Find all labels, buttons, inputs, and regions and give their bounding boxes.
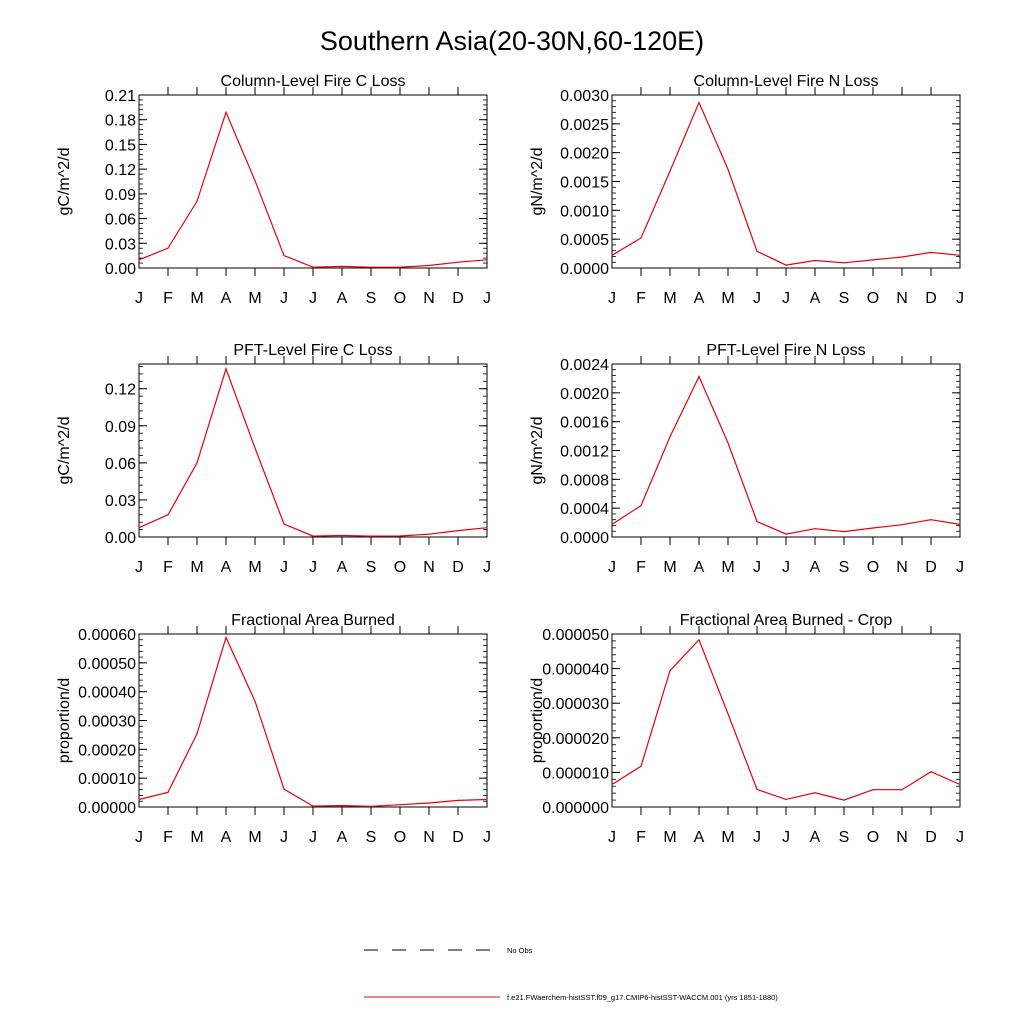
data-point	[611, 255, 612, 256]
data-point	[428, 534, 429, 535]
chart-panel	[529, 342, 964, 576]
x-tick-label: S	[365, 290, 377, 307]
x-tick-label: M	[190, 559, 204, 576]
data-point	[843, 799, 844, 800]
data-point	[399, 804, 400, 805]
series-line	[139, 112, 487, 267]
y-axis-label: proportion/d	[529, 677, 546, 764]
y-axis-label: gC/m^2/d	[56, 147, 73, 216]
data-point	[785, 265, 786, 266]
data-point	[698, 639, 699, 640]
data-point	[611, 524, 612, 525]
data-point	[225, 112, 226, 113]
x-tick-label: M	[248, 559, 262, 576]
x-tick-label: F	[636, 559, 646, 576]
y-tick-label: 0.000020	[542, 730, 609, 748]
x-tick-label: J	[309, 829, 317, 846]
y-tick-label: 0.0016	[560, 414, 609, 432]
data-point	[640, 505, 641, 506]
x-tick-label: J	[753, 290, 761, 307]
data-point	[167, 248, 168, 249]
x-tick-label: D	[925, 290, 937, 307]
plot-frame	[139, 95, 487, 268]
x-tick-label: A	[809, 290, 821, 307]
x-tick-label: J	[782, 290, 790, 307]
data-point	[727, 169, 728, 170]
y-tick-label: 0.0005	[560, 232, 609, 250]
data-point	[959, 784, 960, 785]
x-tick-label: J	[956, 559, 964, 576]
x-tick-label: J	[753, 829, 761, 846]
y-tick-label: 0.000030	[542, 696, 609, 714]
data-point	[370, 806, 371, 807]
data-point	[698, 376, 699, 377]
x-tick-label: J	[280, 290, 288, 307]
data-point	[225, 368, 226, 369]
plot-frame	[139, 364, 487, 537]
data-point	[785, 799, 786, 800]
plot-frame	[612, 95, 960, 268]
data-point	[785, 534, 786, 535]
y-tick-label: 0.00000	[78, 800, 136, 817]
x-tick-label: J	[309, 559, 317, 576]
x-tick-label: A	[809, 559, 821, 576]
y-tick-label: 0.21	[104, 88, 136, 105]
x-tick-label: D	[452, 559, 464, 576]
series-line	[139, 638, 487, 807]
data-point	[196, 733, 197, 734]
data-point	[457, 262, 458, 263]
x-tick-label: M	[190, 829, 204, 846]
data-point	[341, 805, 342, 806]
legend-label: f.e21.FWaerchem-histSST.f09_g17.CMIP6-histSST-WACCM.001 (yrs 1851-1880)	[507, 993, 778, 1002]
x-tick-label: M	[663, 290, 677, 307]
series-line	[139, 369, 487, 536]
y-tick-label: 0.0015	[560, 174, 609, 192]
data-point	[370, 536, 371, 537]
data-point	[167, 514, 168, 515]
data-point	[872, 527, 873, 528]
y-tick-label: 0.0000	[560, 261, 609, 278]
data-point	[138, 259, 139, 260]
panel-title: Column-Level Fire C Loss	[220, 73, 406, 90]
x-tick-label: O	[866, 559, 880, 576]
x-tick-label: A	[336, 829, 348, 846]
x-tick-label: M	[190, 290, 204, 307]
x-tick-label: M	[248, 829, 262, 846]
x-tick-label: J	[309, 290, 317, 307]
data-point	[727, 713, 728, 714]
data-point	[611, 784, 612, 785]
data-point	[843, 262, 844, 263]
data-point	[486, 799, 487, 800]
x-tick-label: N	[423, 290, 435, 307]
chart-panel	[56, 612, 491, 846]
y-tick-label: 0.000010	[542, 765, 609, 783]
x-tick-label: J	[956, 829, 964, 846]
x-tick-label: A	[809, 829, 821, 846]
x-tick-label: N	[423, 559, 435, 576]
data-point	[669, 436, 670, 437]
x-tick-label: J	[608, 290, 616, 307]
y-tick-label: 0.00040	[78, 684, 136, 702]
data-point	[254, 180, 255, 181]
x-tick-label: S	[838, 290, 850, 307]
y-tick-label: 0.0025	[560, 116, 609, 134]
legend	[364, 946, 778, 1002]
y-tick-label: 0.00030	[78, 713, 136, 731]
data-point	[312, 267, 313, 268]
y-tick-label: 0.0004	[560, 501, 609, 519]
data-point	[399, 535, 400, 536]
data-point	[901, 256, 902, 257]
y-tick-label: 0.0000	[560, 530, 609, 547]
chart-panel	[56, 342, 491, 576]
y-tick-label: 0.03	[104, 492, 136, 510]
x-tick-label: J	[782, 559, 790, 576]
series-line	[612, 377, 960, 534]
data-point	[930, 519, 931, 520]
x-tick-label: S	[838, 829, 850, 846]
x-tick-label: O	[393, 559, 407, 576]
data-point	[901, 789, 902, 790]
y-tick-label: 0.000050	[542, 627, 609, 644]
x-tick-label: J	[782, 829, 790, 846]
data-point	[872, 789, 873, 790]
x-tick-label: S	[365, 829, 377, 846]
y-tick-label: 0.06	[104, 455, 136, 473]
series-line	[612, 640, 960, 800]
y-tick-label: 0.0030	[560, 88, 609, 105]
y-axis-label: gN/m^2/d	[529, 416, 546, 485]
x-tick-label: S	[838, 559, 850, 576]
x-tick-label: A	[693, 559, 705, 576]
x-tick-label: M	[721, 829, 735, 846]
y-tick-label: 0.0012	[560, 443, 609, 461]
x-tick-label: J	[483, 290, 491, 307]
data-point	[843, 531, 844, 532]
x-tick-label: J	[135, 290, 143, 307]
y-tick-label: 0.00	[104, 530, 136, 547]
x-tick-label: N	[423, 829, 435, 846]
x-tick-label: F	[636, 290, 646, 307]
x-tick-label: S	[365, 559, 377, 576]
y-tick-label: 0.0008	[560, 472, 609, 490]
x-tick-label: J	[753, 559, 761, 576]
data-point	[341, 266, 342, 267]
data-point	[698, 102, 699, 103]
y-tick-label: 0.12	[104, 162, 136, 180]
x-tick-label: F	[163, 559, 173, 576]
y-tick-label: 0.06	[104, 211, 136, 229]
x-tick-label: M	[663, 559, 677, 576]
data-point	[370, 267, 371, 268]
x-tick-label: J	[483, 559, 491, 576]
y-axis-label: gC/m^2/d	[56, 416, 73, 485]
data-point	[930, 771, 931, 772]
data-point	[486, 259, 487, 260]
data-point	[756, 251, 757, 252]
data-point	[814, 792, 815, 793]
y-tick-label: 0.00020	[78, 742, 136, 760]
x-tick-label: M	[721, 290, 735, 307]
y-tick-label: 0.00060	[78, 627, 136, 644]
data-point	[138, 799, 139, 800]
panel-title: PFT-Level Fire C Loss	[233, 342, 393, 359]
series-line	[612, 103, 960, 266]
data-point	[196, 201, 197, 202]
x-tick-label: M	[248, 290, 262, 307]
x-tick-label: D	[925, 829, 937, 846]
x-tick-label: J	[483, 829, 491, 846]
data-point	[959, 255, 960, 256]
x-tick-label: A	[693, 829, 705, 846]
x-tick-label: A	[220, 290, 232, 307]
y-tick-label: 0.0024	[560, 357, 609, 374]
data-point	[196, 462, 197, 463]
data-point	[283, 255, 284, 256]
y-tick-label: 0.18	[104, 112, 136, 130]
x-tick-label: M	[663, 829, 677, 846]
y-tick-label: 0.12	[104, 381, 136, 399]
data-point	[727, 442, 728, 443]
plot-frame	[612, 634, 960, 807]
x-tick-label: A	[220, 829, 232, 846]
y-tick-label: 0.09	[104, 418, 136, 436]
data-point	[225, 637, 226, 638]
data-point	[959, 524, 960, 525]
x-tick-label: J	[280, 559, 288, 576]
panel-title: PFT-Level Fire N Loss	[706, 342, 866, 359]
data-point	[930, 252, 931, 253]
data-point	[669, 171, 670, 172]
panel-title: Fractional Area Burned - Crop	[679, 612, 893, 629]
data-point	[312, 536, 313, 537]
chart-panel	[529, 612, 964, 846]
figure-title: Southern Asia(20-30N,60-120E)	[319, 26, 705, 56]
data-point	[669, 670, 670, 671]
x-tick-label: D	[925, 559, 937, 576]
x-tick-label: J	[135, 829, 143, 846]
chart-panel	[529, 73, 964, 307]
y-tick-label: 0.0020	[560, 145, 609, 163]
data-point	[457, 800, 458, 801]
x-tick-label: F	[636, 829, 646, 846]
x-tick-label: J	[280, 829, 288, 846]
y-axis-label: gN/m^2/d	[529, 147, 546, 216]
data-point	[254, 447, 255, 448]
y-tick-label: 0.03	[104, 236, 136, 254]
data-point	[428, 265, 429, 266]
x-tick-label: A	[220, 559, 232, 576]
x-tick-label: J	[135, 559, 143, 576]
x-tick-label: A	[693, 290, 705, 307]
data-point	[399, 267, 400, 268]
x-tick-label: F	[163, 290, 173, 307]
data-point	[756, 789, 757, 790]
x-tick-label: N	[896, 290, 908, 307]
y-tick-label: 0.00	[104, 261, 136, 278]
panel-title: Fractional Area Burned	[231, 612, 395, 629]
y-tick-label: 0.000000	[542, 800, 609, 817]
x-tick-label: F	[163, 829, 173, 846]
data-point	[167, 792, 168, 793]
data-point	[901, 524, 902, 525]
data-point	[640, 237, 641, 238]
plot-frame	[139, 634, 487, 807]
y-tick-label: 0.00050	[78, 655, 136, 673]
x-tick-label: O	[393, 290, 407, 307]
y-tick-label: 0.0010	[560, 203, 609, 221]
data-point	[283, 789, 284, 790]
data-point	[872, 259, 873, 260]
data-point	[138, 527, 139, 528]
chart-panel	[56, 73, 491, 307]
x-tick-label: D	[452, 290, 464, 307]
data-point	[254, 701, 255, 702]
x-tick-label: O	[866, 829, 880, 846]
y-axis-label: proportion/d	[56, 677, 73, 764]
x-tick-label: A	[336, 559, 348, 576]
data-point	[428, 802, 429, 803]
x-tick-label: O	[866, 290, 880, 307]
data-point	[312, 806, 313, 807]
data-point	[640, 766, 641, 767]
legend-label: No Obs	[507, 946, 533, 955]
x-tick-label: N	[896, 559, 908, 576]
y-tick-label: 0.15	[104, 137, 136, 155]
data-point	[814, 528, 815, 529]
data-point	[756, 521, 757, 522]
y-tick-label: 0.09	[104, 186, 136, 204]
x-tick-label: O	[393, 829, 407, 846]
data-point	[486, 527, 487, 528]
y-tick-label: 0.0020	[560, 385, 609, 403]
data-point	[283, 523, 284, 524]
x-tick-label: J	[608, 559, 616, 576]
x-tick-label: M	[721, 559, 735, 576]
y-tick-label: 0.00010	[78, 771, 136, 789]
x-tick-label: J	[608, 829, 616, 846]
x-tick-label: N	[896, 829, 908, 846]
data-point	[814, 260, 815, 261]
panel-title: Column-Level Fire N Loss	[693, 73, 879, 90]
x-tick-label: D	[452, 829, 464, 846]
x-tick-label: J	[956, 290, 964, 307]
x-tick-label: A	[336, 290, 348, 307]
y-tick-label: 0.000040	[542, 661, 609, 679]
data-point	[341, 535, 342, 536]
data-point	[457, 530, 458, 531]
